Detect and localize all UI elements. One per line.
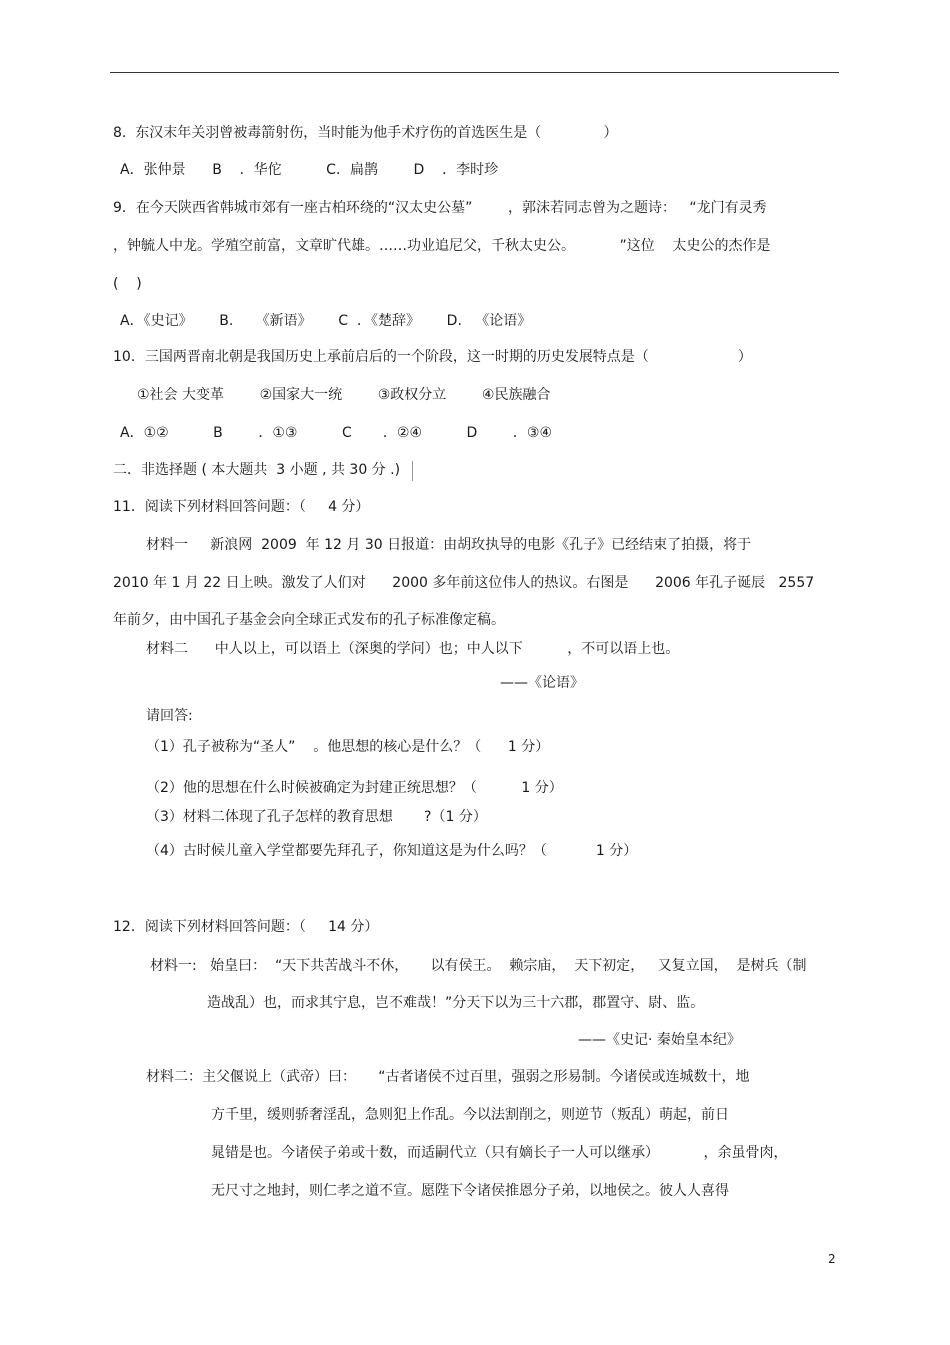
question-10: 10．三国两晋南北朝是我国历史上承前启后的一个阶段，这一时期的历史发展特点是（ ） [113, 349, 752, 365]
q11-subquestion-1: （1）孔子被称为“圣人” 。他思想的核心是什么？（ 1 分） [146, 739, 550, 755]
q11-material1-line3: 年前夕，由中国孔子基金会向全球正式发布的孔子标准像定稿。 [113, 612, 505, 628]
q11-subquestion-4: （4）古时候儿童入学堂都要先拜孔子，你知道这是为什么吗？（ 1 分） [146, 843, 638, 859]
q12-material2-line2: 方千里，缓则骄奢淫乱，急则犯上作乱。今以法割削之，则逆节（叛乱）萌起，前日 [211, 1107, 729, 1123]
question-9-options: A．《史记》 B. 《新语》 C ．《楚辞》 D. 《论语》 [120, 313, 532, 329]
q11-subquestion-3: （3）材料二体现了孔子怎样的教育思想 ?（1 分） [146, 809, 487, 825]
page-number: 2 [828, 1252, 836, 1266]
q11-material2-source: ——《论语》 [500, 675, 584, 691]
header-rule [110, 72, 839, 73]
question-8-options: A．张仲景 B ．华佗 C．扁鹊 D ．李时珍 [120, 162, 499, 178]
question-9-line3: ( ) [113, 276, 142, 292]
q11-prompt: 请回答: [146, 708, 193, 724]
question-10-statements: ①社会 大变革 ②国家大一统 ③政权分立 ④民族融合 [137, 387, 551, 403]
question-8: 8. 东汉末年关羽曾被毒箭射伤，当时能为他手术疗伤的首选医生是（ ） [113, 125, 618, 141]
text-cursor [412, 461, 413, 481]
q12-material2-line3: 晁错是也。今诸侯子弟或十数，而适嗣代立（只有嫡长子一人可以继承） ，余虽骨肉， [211, 1145, 788, 1161]
question-10-options: A．①② B ．①③ C ．②④ D ．③④ [120, 425, 553, 441]
question-9-line1: 9．在今天陕西省韩城市郊有一座古柏环绕的“汉太史公墓” ，郭沫若同志曾为之题诗： “龙门有灵秀 [113, 200, 767, 216]
q11-subquestion-2: （2）他的思想在什么时候被确定为封建正统思想？（ 1 分） [146, 780, 563, 796]
q12-material1-line2: 造战乱）也，而求其宁息，岂不难哉！”分天下以为三十六郡，郡置守、尉、监。 [207, 995, 705, 1011]
q12-material1-line1: 材料一: 始皇曰： “天下共苦战斗不休， 以有侯王。 赖宗庙， 天下初定， 又复立国， 是树兵（制 [150, 958, 807, 974]
question-9-line2: ，钟毓人中龙。学殖空前富，文章旷代雄。……功业追尼父，千秋太史公。 ”这位 太史公的杰作是 [113, 238, 771, 254]
q11-material1-line2: 2010 年 1 月 22 日上映。激发了人们对 2000 多年前这位伟人的热议。右图是 2006 年孔子诞辰 2557 [113, 575, 815, 591]
q12-material2-line1: 材料二：主父偃说上（武帝）曰： “古者诸侯不过百里，强弱之形易制。今诸侯或连城数十，地 [146, 1069, 750, 1085]
q11-material2: 材料二 中人以上，可以语上（深奥的学问）也；中人以下 ，不可以语上也。 [146, 641, 680, 657]
q12-material1-source: ——《史记· 秦始皇本纪》 [578, 1032, 741, 1048]
q11-material1-line1: 材料一 新浪网 2009 年 12 月 30 日报道：由胡玫执导的电影《孔子》已经结束了拍摄，将于 [146, 537, 752, 553]
question-12: 12．阅读下列材料回答问题：（ 14 分） [113, 919, 379, 935]
section-heading: 二．非选择题 ( 本大题共 3 小题 , 共 30 分 .) [113, 462, 401, 478]
q12-material2-line4: 无尺寸之地封，则仁孝之道不宣。愿陛下令诸侯推恩分子弟，以地侯之。彼人人喜得 [211, 1183, 729, 1199]
question-11: 11．阅读下列材料回答问题：（ 4 分） [113, 499, 370, 515]
